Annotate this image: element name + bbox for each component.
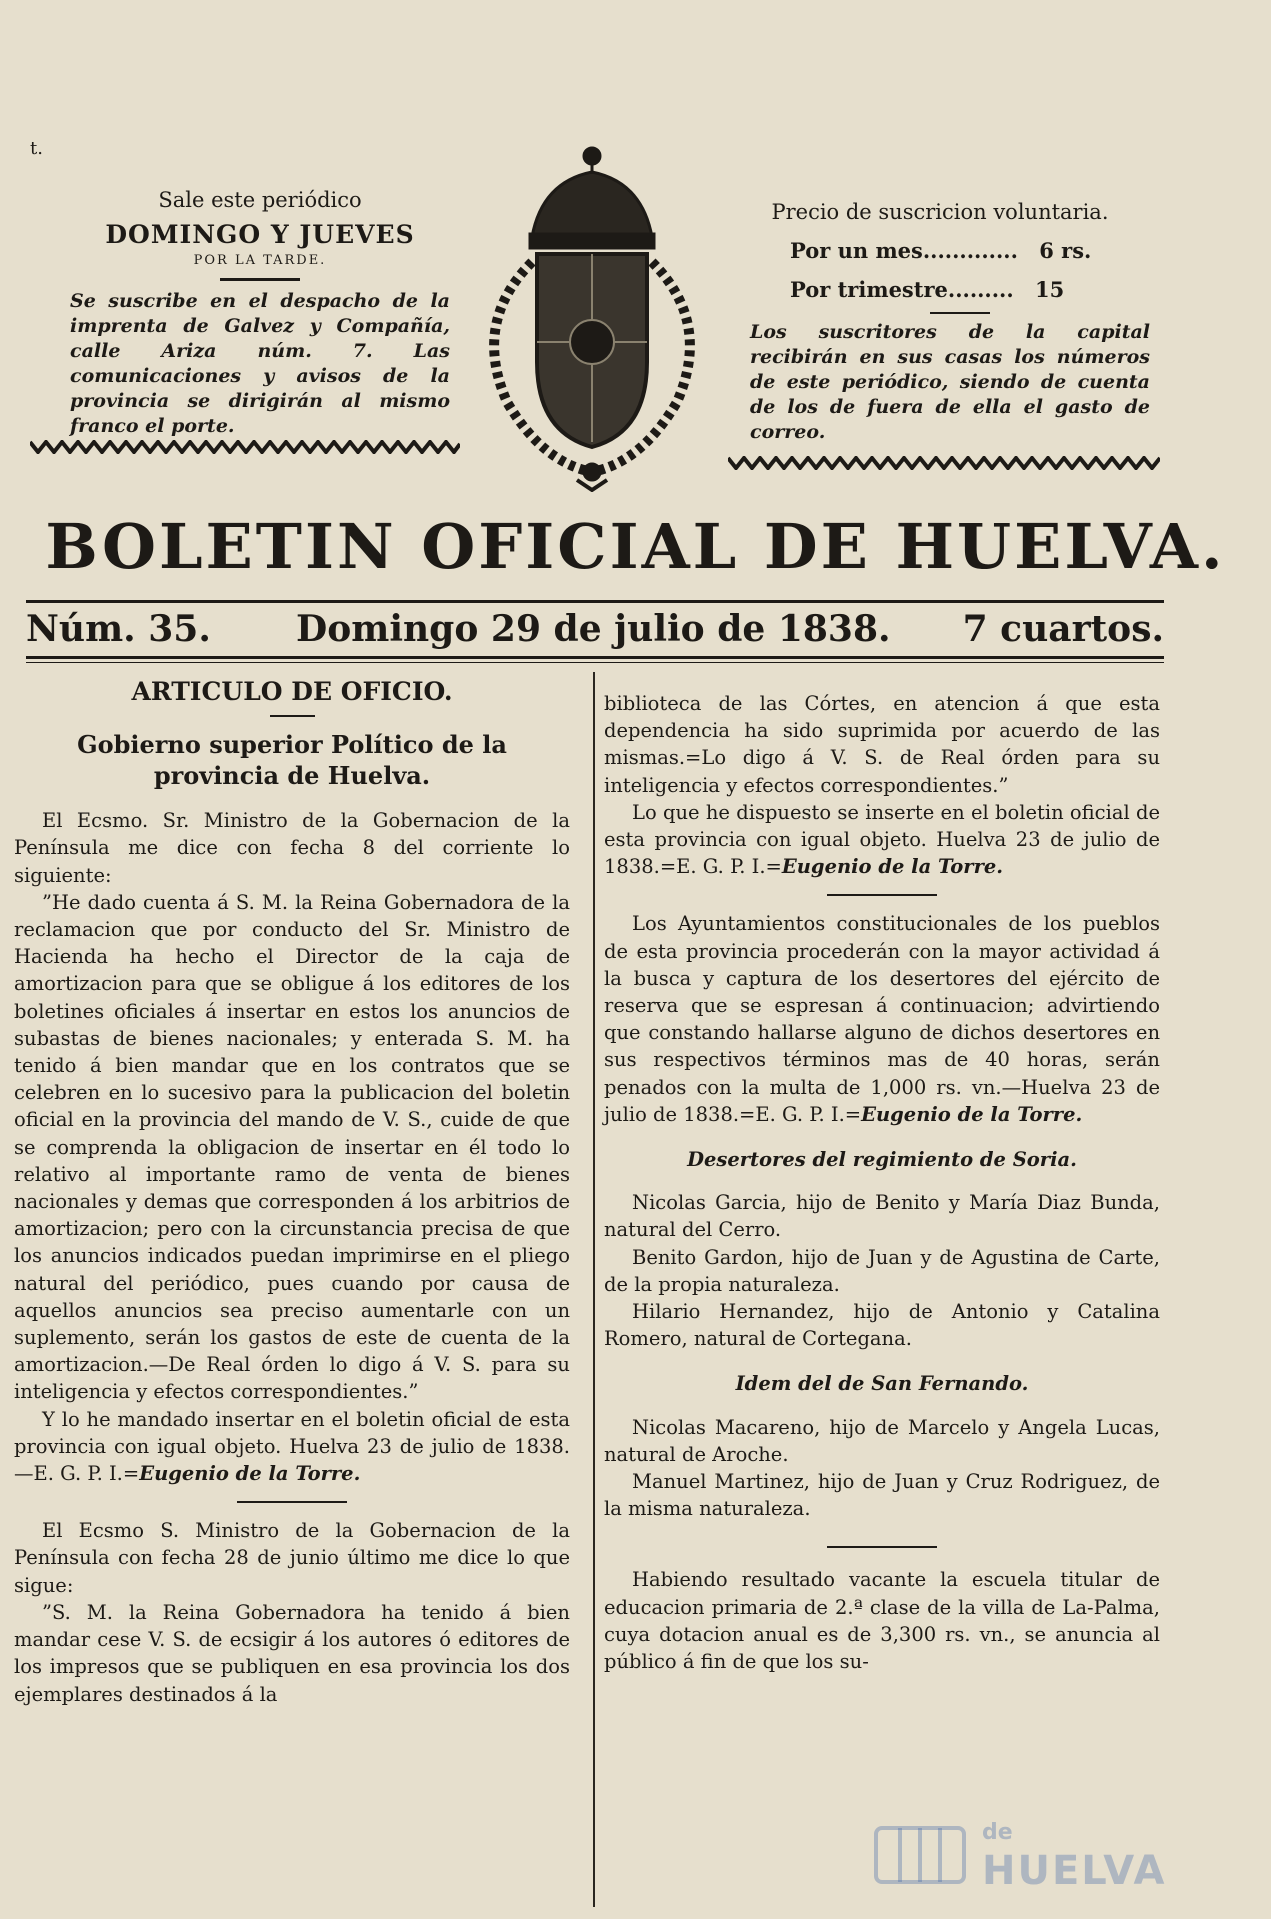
- price-month-value: 6 rs.: [1039, 238, 1092, 263]
- issue-date: Domingo 29 de julio de 1838.: [296, 608, 891, 650]
- price-title: Precio de suscricion voluntaria.: [771, 200, 1109, 224]
- royal-coat-of-arms-icon: [462, 142, 722, 492]
- deserter-entry: Manuel Martinez, hijo de Juan y Cruz Rodriguez, de la misma naturaleza.: [604, 1470, 1160, 1521]
- schedule-days: DOMINGO Y JUEVES: [105, 220, 415, 249]
- price-month-label: Por un mes.............: [790, 238, 1018, 263]
- header-right-rule: [930, 312, 990, 314]
- deserter-entry: Nicolas Macareno, hijo de Marcelo y Angela Lucas, natural de Aroche.: [604, 1415, 1160, 1466]
- paragraph-text: Los Ayuntamientos constitucionales de los pueblos de esta provincia procederán con la mayor actividad á la busca y captura de los desertores del ejército de reserva que se espresan á continuacion; advirtiendo que constando hallarse alguno de dichos desertores en sus respectivos términos mas de 40 horas, serán penados con la multa de 1,000 rs. vn.—Huelva 23 de julio de 1838.=E. G. P. I.=: [604, 912, 1160, 1126]
- left-column: [14, 678, 570, 1708]
- paragraph: ”S. M. la Reina Gobernadora ha tenido á bien mandar cese V. S. de ecsigir á los autores ó editores de los impresos que se publiquen en esa provincia los dos ejemplares destinados á la: [14, 1600, 570, 1706]
- deserter-entry: Benito Gardon, hijo de Juan y de Agustina de Carte, de la propia naturaleza.: [604, 1245, 1160, 1296]
- issue-rule-bottom-thin: [26, 662, 1164, 663]
- deserter-entry: Nicolas Garcia, hijo de Benito y María Diaz Bunda, natural del Cerro.: [604, 1191, 1160, 1242]
- paragraph: [14, 1406, 570, 1488]
- schedule-time: POR LA TARDE.: [193, 253, 327, 268]
- ornament-border-left: [30, 440, 460, 454]
- ornament-border-right: [728, 456, 1160, 470]
- signature: Eugenio de la Torre.: [861, 1102, 1083, 1126]
- paragraph: ”He dado cuenta á S. M. la Reina Gobernadora de la reclamacion que por conducto del Sr. Ministro de Hacienda ha hecho el Director de la caja de amortizacion para que se obligue á los editores de los boletines oficiales á insertar en estos los anuncios de subastas de bienes nacionales; y enterada S. M. ha tenido á bien mandar que en los contratos que se celebren en lo sucesivo para la publicacion del boletin oficial en la provincia del mando de V. S., cuide de que se comprenda la obligacion de insertar en él todo lo relativo al importante ramo de venta de bienes nacionales y demas que corresponden á los arbitrios de amortizacion; pero con la circunstancia precisa de que los anuncios indicados puedan imprimirse en el pliego natural del periódico, pues cuando por causa de aquellos anuncios sea preciso aumentarle con un suplemento, serán los gastos de este de cuenta de la amortizacion.—De Real órden lo digo á V. S. para su inteligencia y efectos correspondientes.”: [14, 890, 570, 1404]
- section-rule: [827, 894, 937, 896]
- price-quarter-value: 15: [1035, 277, 1065, 302]
- column-divider: [593, 672, 595, 1907]
- article-heading: ARTICULO DE OFICIO.: [131, 677, 453, 706]
- archive-logo-icon: [870, 1822, 970, 1888]
- price-quarter-row: [730, 277, 1150, 302]
- issue-rule-top: [26, 600, 1164, 603]
- heading-rule: [270, 715, 315, 717]
- paragraph: biblioteca de las Córtes, en atencion á que esta dependencia ha sido suprimida por acuerdo de las mismas.=Lo digo á V. S. de Real órden para su inteligencia y efectos correspondientes.”: [604, 692, 1160, 797]
- price-month-row: [730, 238, 1150, 263]
- subscriber-note: Los suscritores de la capital recibirán en sus casas los números de este periódico, siendo de cuenta de los de fuera de ella el gasto de correo.: [750, 321, 1150, 443]
- issue-number: Núm. 35.: [26, 608, 211, 650]
- issue-rule-bottom: [26, 656, 1164, 659]
- masthead-title: BOLETIN OFICIAL DE HUELVA.: [45, 510, 1226, 583]
- section-rule: [237, 1501, 347, 1503]
- right-column: [604, 690, 1160, 1675]
- paragraph: [604, 799, 1160, 881]
- schedule-intro: Sale este periódico: [158, 188, 362, 212]
- paragraph-text: Y lo he mandado insertar en el boletin oficial de esta provincia con igual objeto. Huelva 23 de julio de 1838.—E. G. P. I.=: [14, 1407, 570, 1486]
- archive-watermark: [862, 1820, 1192, 1894]
- paragraph: [604, 910, 1160, 1128]
- paragraph: El Ecsmo S. Ministro de la Gobernacion de la Península con fecha 28 de junio último me dice lo que sigue:: [14, 1519, 570, 1597]
- signature: Eugenio de la Torre.: [139, 1462, 361, 1486]
- deserters-subheading: Desertores del regimiento de Soria.: [687, 1148, 1077, 1172]
- deserter-entry: Hilario Hernandez, hijo de Antonio y Catalina Romero, natural de Cortegana.: [604, 1300, 1160, 1351]
- watermark-prefix: de: [982, 1820, 1013, 1845]
- issue-price: 7 cuartos.: [962, 608, 1164, 650]
- price-quarter-label: Por trimestre.........: [790, 277, 1014, 302]
- signature: Eugenio de la Torre.: [781, 855, 1004, 879]
- paragraph: Habiendo resultado vacante la escuela titular de educacion primaria de 2.ª clase de la villa de La-Palma, cuya dotacion anual es de 3,300 rs. vn., se anuncia al público á fin de que los su-: [604, 1568, 1160, 1674]
- section-rule: [827, 1546, 937, 1548]
- header-left-block: [70, 188, 450, 439]
- article-subheading: Gobierno superior Político de la provincia de Huelva.: [77, 730, 507, 791]
- header-right-block: [730, 200, 1150, 445]
- header-left-rule: [220, 278, 300, 281]
- paragraph-text: Lo que he dispuesto se inserte en el boletin oficial de esta provincia con igual objeto. Huelva 23 de julio de 1838.=E. G. P. I.=: [604, 800, 1160, 879]
- watermark-name: HUELVA: [982, 1848, 1167, 1894]
- subscription-info: Se suscribe en el despacho de la imprenta de Galvez y Compañía, calle Ariza núm. 7. Las comunicaciones y avisos de la provincia se dirigirán al mismo franco el porte.: [70, 290, 450, 437]
- deserters-subheading: Idem del de San Fernando.: [735, 1372, 1029, 1396]
- paragraph: El Ecsmo. Sr. Ministro de la Gobernacion de la Península me dice con fecha 8 del corriente lo siguiente:: [14, 809, 570, 887]
- corner-mark: t.: [30, 138, 43, 159]
- issue-line: [26, 608, 1164, 652]
